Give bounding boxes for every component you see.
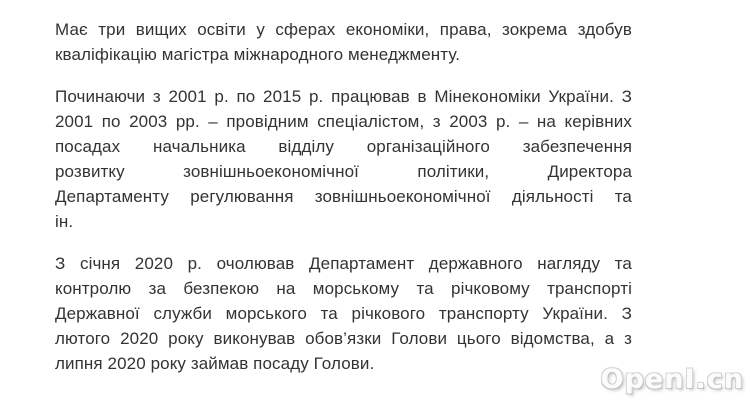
openi-watermark: OpenI.cn	[600, 364, 744, 395]
bio-paragraph	[55, 17, 632, 67]
bio-line: Починаючи з 2001 р. по 2015 р. працював в Мінекономіки України. З	[55, 87, 632, 106]
bio-line: лютого 2020 року виконував обов’язки Голови цього відомства, а з	[55, 329, 632, 348]
bio-line: липня 2020 року займав посаду Голови.	[55, 354, 375, 373]
bio-line: кваліфікацію магістра міжнародного менеджменту.	[55, 45, 461, 64]
bio-paragraph	[55, 84, 632, 234]
biography-text	[55, 17, 632, 393]
bio-line: контролю за безпекою на морському та річковому транспорті	[55, 279, 632, 298]
bio-line: посадах начальника відділу організаційного забезпечення	[55, 137, 632, 156]
bio-paragraph	[55, 251, 632, 376]
bio-line: ін.	[55, 212, 74, 231]
bio-line: 2001 по 2003 рр. – провідним спеціалістом, з 2003 р. – на керівних	[55, 112, 632, 131]
bio-line: З січня 2020 р. очолював Департамент державного нагляду та	[55, 254, 632, 273]
bio-line: розвитку зовнішньоекономічної політики, Директора	[55, 162, 632, 181]
bio-line: Має три вищих освіти у сферах економіки, права, зокрема здобув	[55, 20, 632, 39]
bio-line: Департаменту регулювання зовнішньоекономічної діяльності та	[55, 187, 632, 206]
bio-line: Державної служби морського та річкового транспорту України. З	[55, 304, 632, 323]
